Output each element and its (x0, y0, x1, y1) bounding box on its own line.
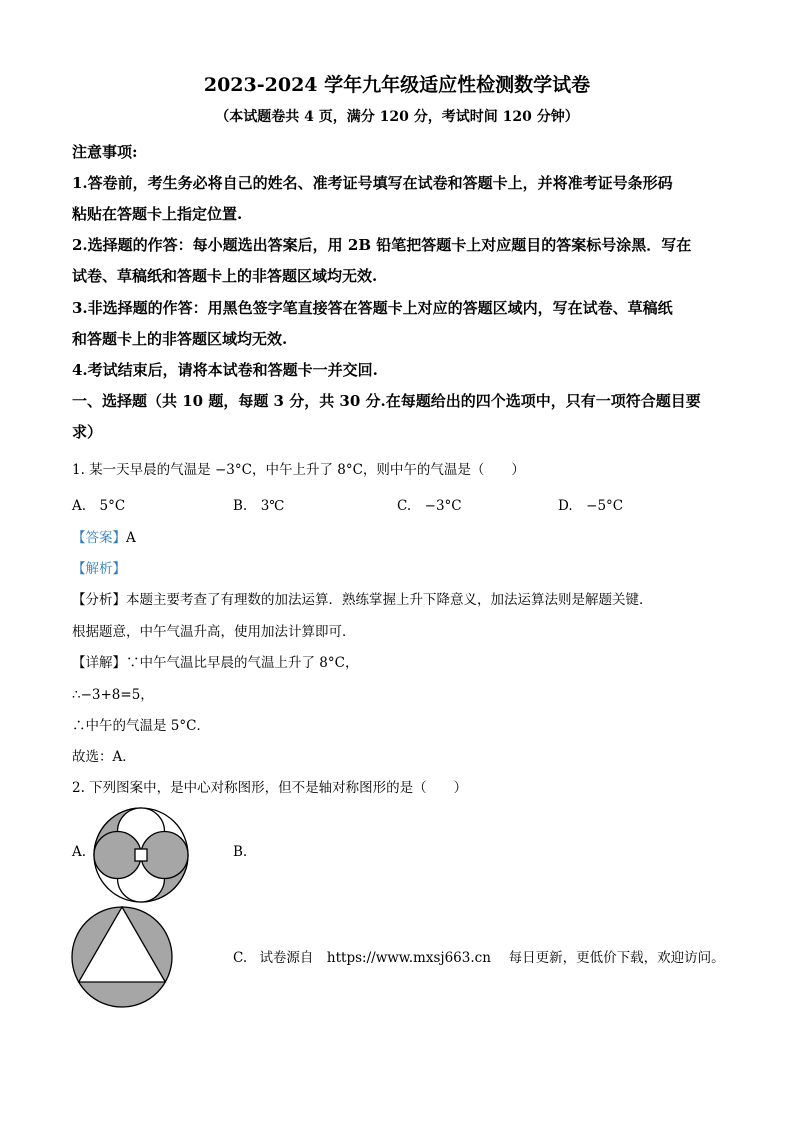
q1-basis: 根据题意，中午气温升高，使用加法计算即可． (72, 624, 356, 640)
page-title: 2023-2024 学年九年级适应性检测数学试卷 (203, 74, 591, 96)
notes-line: 粘贴在答题卡上指定位置. (72, 205, 243, 223)
q1-option-d: D. −5°C (558, 498, 624, 514)
question-1-stem: 1. 某一天早晨的气温是 −3°C，中午上升了 8°C，则中午的气温是（ ） (72, 462, 525, 478)
question-2-stem: 2. 下列图案中，是中心对称图形，但不是轴对称图形的是（ ） (72, 780, 468, 796)
q2-option-b-label: B. (233, 844, 248, 860)
q2-figure-a (90, 805, 192, 905)
notes-line: 3.非选择题的作答：用黑色签字笔直接答在答题卡上对应的答题区域内，写在试卷、草稿纸 (72, 299, 673, 317)
q2-option-c (233, 946, 725, 966)
page-subtitle: （本试题卷共 4 页，满分 120 分，考试时间 120 分钟） (215, 109, 579, 125)
q1-calc: ∴−3+8=5， (72, 687, 154, 703)
analysis-tag: 【解析】 (72, 561, 126, 577)
fenxi-text: 本题主要考查了有理数的加法运算．熟练掌握上升下降意义，加法运算法则是解题关键． (126, 592, 653, 608)
section-heading-cont: 求） (72, 423, 103, 441)
q1-answer (72, 526, 136, 546)
notes-line: 1.答卷前，考生务必将自己的姓名、准考证号填写在试卷和答题卡上，并将准考证号条形码 (72, 174, 673, 192)
triangle-in-circle-figure (72, 907, 172, 1007)
q2-option-c-label: C. (233, 950, 248, 966)
notes-line: 2.选择题的作答：每小题选出答案后，用 2B 铅笔把答题卡上对应题目的答案标号涂黑．写在 (72, 236, 692, 254)
q1-option-b: B. 3℃ (233, 498, 285, 514)
notes-line: 试卷、草稿纸和答题卡上的非答题区域均无效. (72, 267, 378, 285)
notes-heading: 注意事项: (72, 143, 138, 161)
q2-figure-c (70, 905, 174, 1009)
q1-conclusion: ∴中午的气温是 5°C． (72, 718, 210, 734)
q2-option-a-label: A. (72, 844, 87, 860)
q1-fenxi (72, 588, 653, 608)
q1-option-a: A. 5°C (72, 498, 126, 514)
swirl-figure (94, 808, 188, 902)
detail-text: ∵中午气温比早晨的气温上升了 8°C， (126, 655, 359, 671)
answer-value: A (126, 530, 136, 546)
notes-line: 4.考试结束后，请将本试卷和答题卡一并交回. (72, 361, 378, 379)
answer-tag: 【答案】 (72, 530, 126, 546)
q1-choose: 故选：A． (72, 749, 136, 765)
fenxi-tag: 【分析】 (72, 592, 126, 608)
section-heading: 一、选择题（共 10 题，每题 3 分，共 30 分.在每题给出的四个选项中，只有一项符合题目要 (72, 392, 701, 410)
q1-option-c: C. −3°C (397, 498, 462, 514)
notes-line: 和答题卡上的非答题区域均无效. (72, 330, 288, 348)
q1-detail (72, 651, 358, 671)
source-notice: 试卷源自 https://www.mxsj663.cn 每日更新，更低价下载，欢迎访问。 (259, 950, 725, 966)
detail-tag: 【详解】 (72, 655, 126, 671)
